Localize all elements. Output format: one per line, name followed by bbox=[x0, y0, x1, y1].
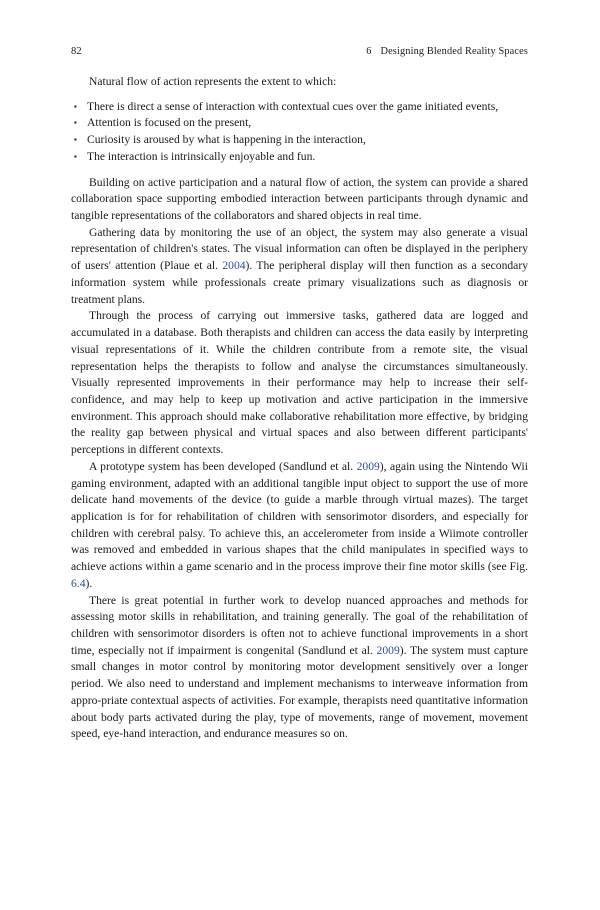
list-item-text: There is direct a sense of interaction with contextual cues over the game initiated events, bbox=[87, 99, 499, 113]
list-item bbox=[71, 149, 528, 166]
chapter-number: 6 bbox=[366, 46, 372, 57]
citation-link[interactable]: 2004 bbox=[222, 259, 246, 273]
citation-link[interactable]: 6.4 bbox=[71, 576, 86, 590]
citation-link[interactable]: 2009 bbox=[356, 459, 380, 473]
body-paragraph-gathering: Gathering data by monitoring the use of an object, the system may also generate a visual representation of children's states. The visual information can often be displayed in the periphery of users' attention (Plaue et al. 2004). The peripheral display will then function as a secondary information system while professionals create primary visualizations such as diagnosis or treatment plans. bbox=[71, 225, 528, 306]
list-item bbox=[71, 115, 528, 132]
page-number: 82 bbox=[71, 46, 82, 57]
list-item-text: The interaction is intrinsically enjoyable and fun. bbox=[87, 149, 316, 163]
running-head bbox=[71, 46, 528, 57]
body-paragraph-potential: There is great potential in further work to develop nuanced approaches and methods for assessing motor skills in rehabilitation, and training generally. The goal of the rehabilitation of children with sensorimotor disorders is often not to achieve functional improvements in a short time, especially not if impairment is congenital (Sandlund et al. 2009). The system must capture small changes in motor control by monitoring motor development sensitively over a longer period. We also need to understand and implement mechanisms to interweave information from appro-priate contextual aspects of activities. For example, therapists need quantitative information about body parts activated during the play, type of movements, range of movement, movement speed, eye-hand interaction, and endurance measures so on. bbox=[71, 593, 528, 741]
list-item bbox=[71, 99, 528, 116]
intro-paragraph: Natural flow of action represents the extent to which: bbox=[89, 75, 337, 88]
list-item bbox=[71, 132, 528, 149]
bullet-marker-icon: ▪ bbox=[74, 101, 77, 111]
running-head-chapter bbox=[366, 46, 528, 57]
text-column bbox=[71, 74, 528, 743]
citation-link[interactable]: 2009 bbox=[376, 643, 400, 657]
list-item-text: Curiosity is aroused by what is happening in the interaction, bbox=[87, 133, 366, 147]
bullet-marker-icon: ▪ bbox=[74, 151, 77, 161]
body-paragraph-through: Through the process of carrying out immersive tasks, gathered data are logged and accumulated in a database. Both therapists and children can access the data easily by interpreting visual representations of it. While the children contribute from a remote site, the visual representation helps the therapists to follow and analyse the circumstances simultaneously. Visually represented improvements in their performance may help to increase their self-confidence, and may help to keep up motivation and active participation in the immersive environment. This approach should make collaborative rehabilitation more effective, by bridging the reality gap between physical and virtual spaces and also between different participants' perceptions in different contexts. bbox=[71, 309, 528, 457]
list-item-text: Attention is focused on the present, bbox=[87, 116, 252, 130]
bullet-list bbox=[71, 99, 528, 166]
bullet-marker-icon: ▪ bbox=[74, 135, 77, 145]
spacer-before-list bbox=[71, 91, 528, 95]
bullet-marker-icon: ▪ bbox=[74, 118, 77, 128]
body-paragraph-prototype: A prototype system has been developed (Sandlund et al. 2009), again using the Nintendo Wii gaming environment, adapted with an additional tangible input object to support the use of more delicate hand movements of the device (to guide a marble through virtual mazes). The target application is for for rehabilitation of children with sensorimotor disorders, and especially for children with cerebral palsy. To achieve this, an accelerometer from inside a Wiimote controller was removed and embedded in various shapes that the child manipulates in specified ways to achieve actions within a game scenario and in the process improve their fine motor skills (see Fig. 6.4). bbox=[71, 459, 529, 590]
chapter-title: Designing Blended Reality Spaces bbox=[380, 46, 528, 57]
body-paragraph-building: Building on active participation and a natural flow of action, the system can provide a shared collaboration space supporting embodied interaction between participants through dynamic and tangible representations of the collaborators and shared objects in real time. bbox=[71, 175, 528, 223]
